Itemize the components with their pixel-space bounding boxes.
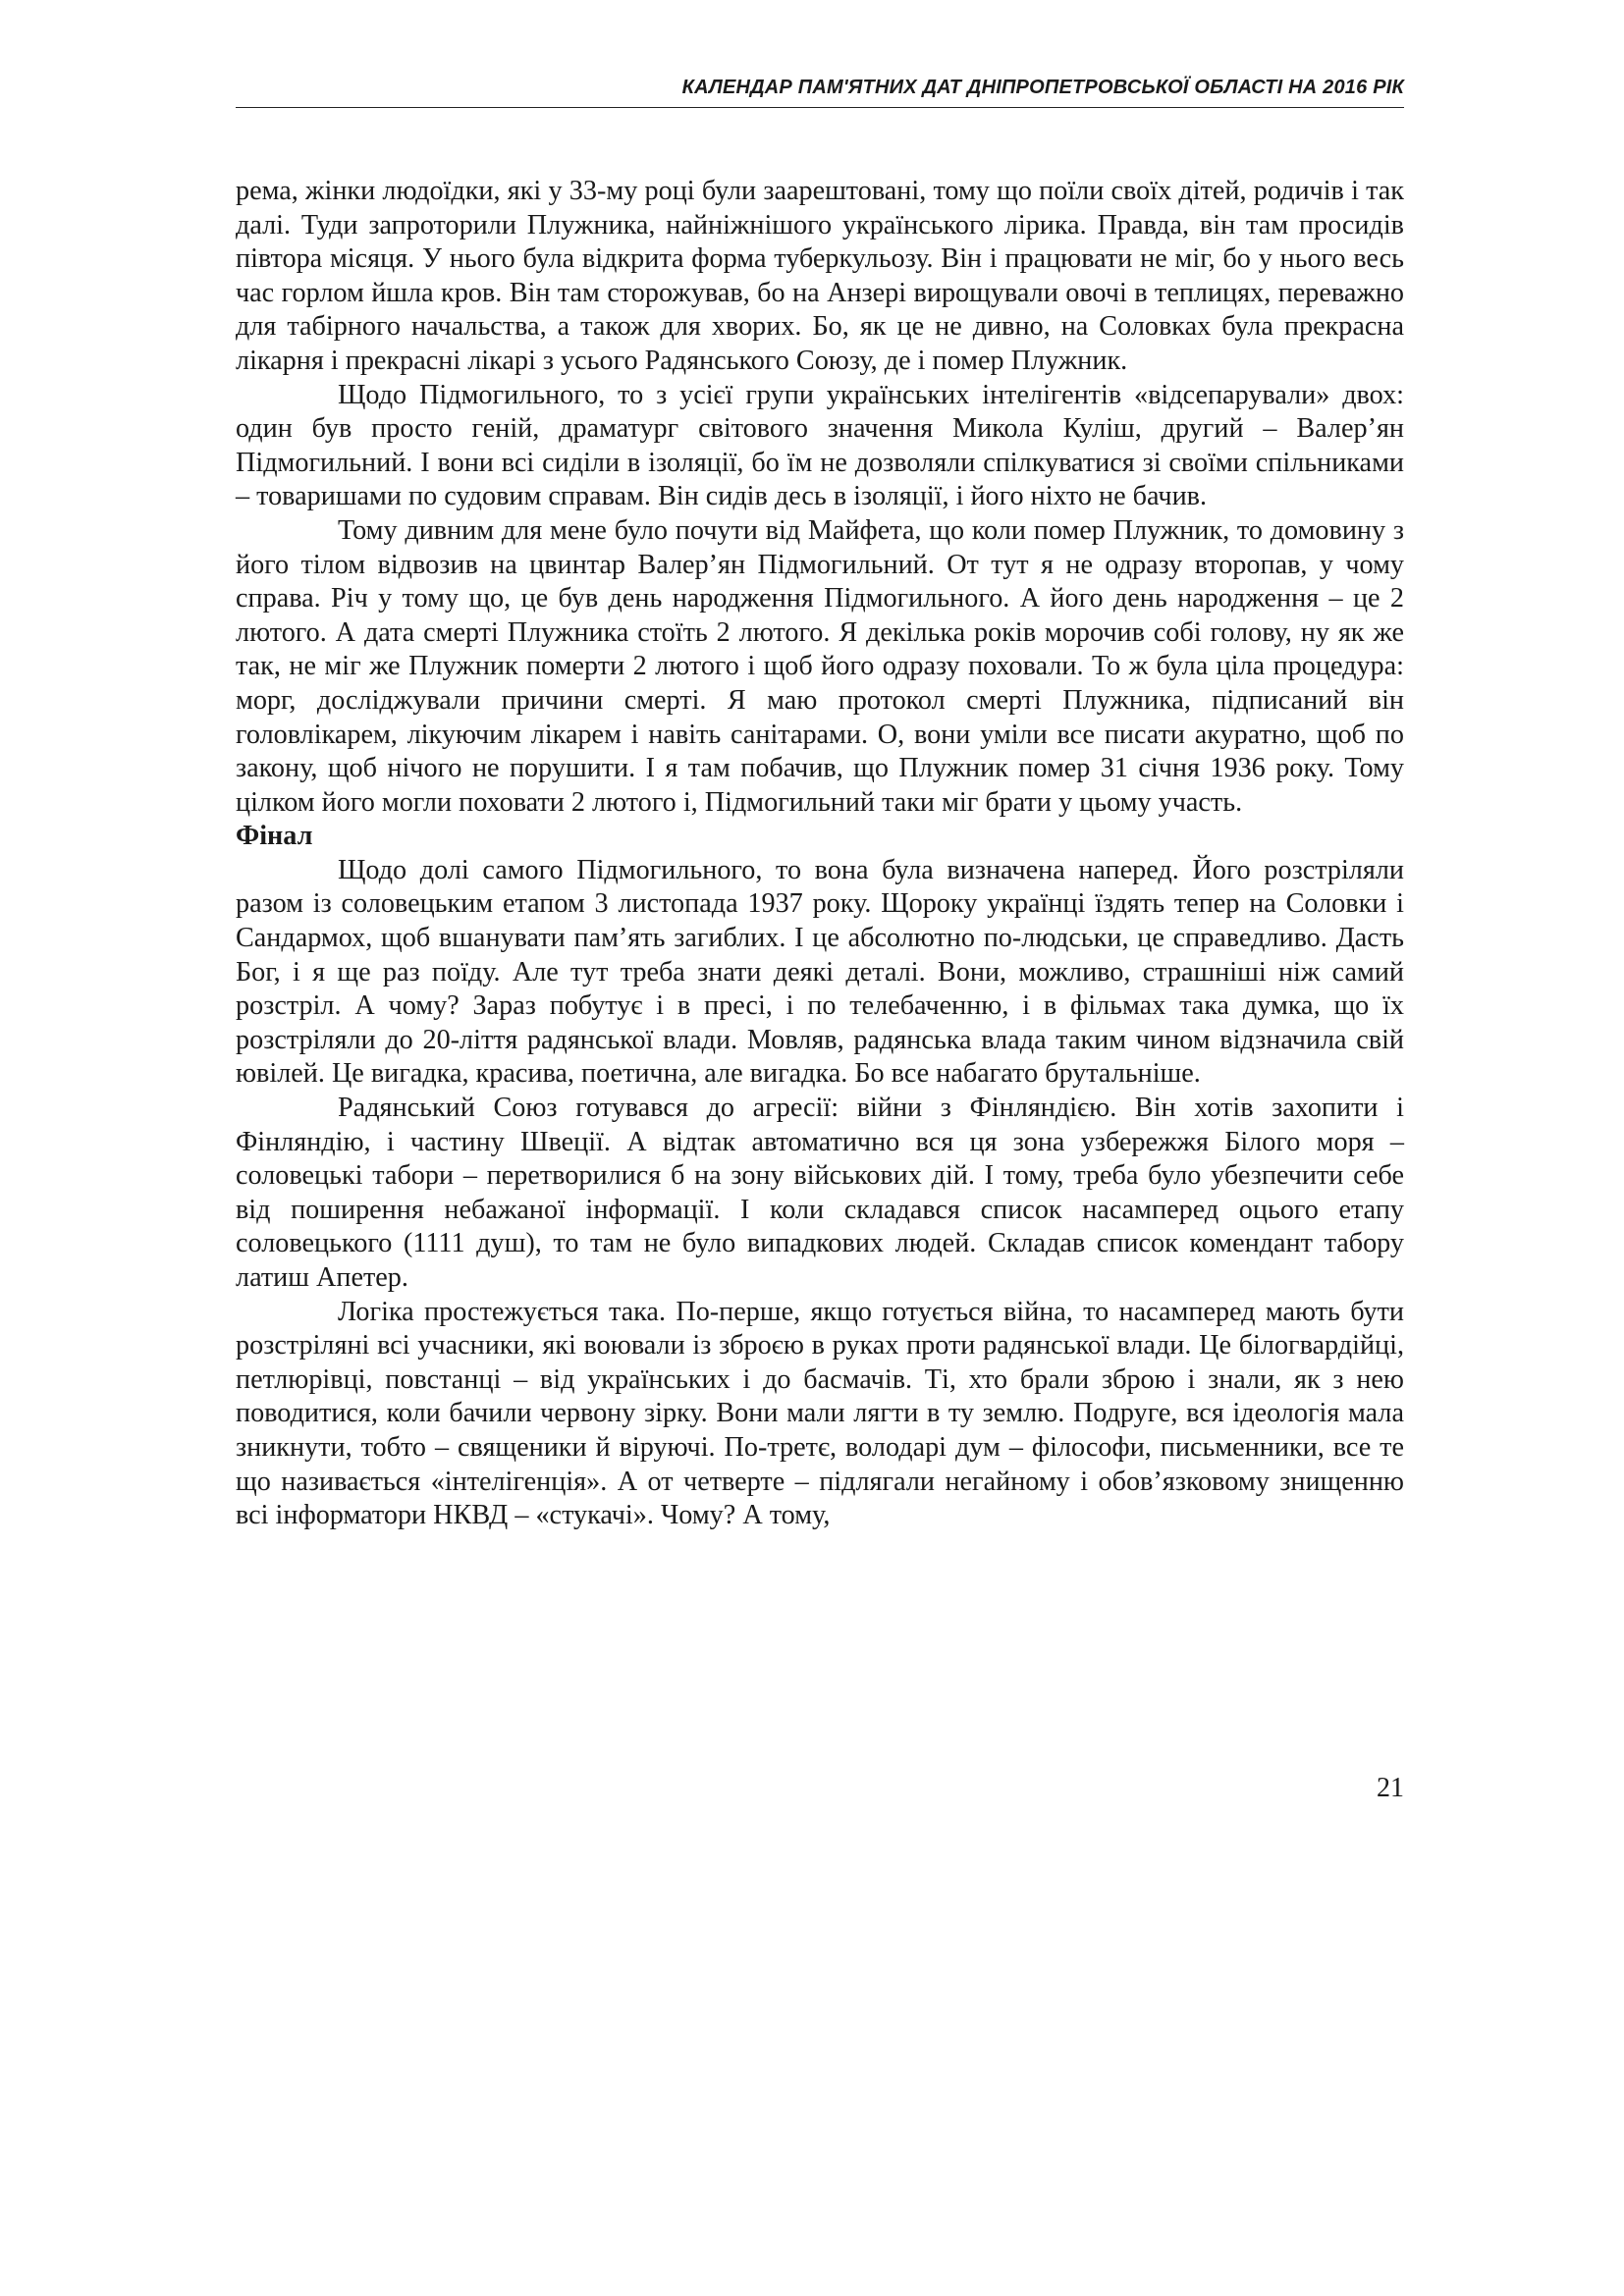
paragraph: Радянський Союз готувався до агресії: війни з Фінляндією. Він хотів захопити і Фінляндію, і частину Швеції. А відтак автоматично вся ця зона узбережжя Білого моря – соловецькі табори – перетворилися б на зону військових дій. І тому, треба було убезпечити себе від поширення небажаної інформації. І коли складався список насамперед оцього етапу соловецького (1111 душ), то там не було випадкових людей. Складав список комендант табору латиш Апетер.: [236, 1093, 1404, 1293]
paragraph: рема, жінки людоїдки, які у 33-му році були заарештовані, тому що поїли своїх дітей, родичів і так далі. Туди запроторили Плужника, найніжнішого українського лірика. Правда, він там просидів півтора місяця. У нього була відкрита форма туберкульозу. Він і працювати не міг, бо у нього весь час горлом йшла кров. Він там сторожував, бо на Анзері вирощували овочі в теплицях, переважно для табірного начальства, а також для хворих. Бо, як це не дивно, на Соловках була прекрасна лікарня і прекрасні лікарі з усього Радянського Союзу, де і помер Плужник.: [236, 176, 1404, 376]
page-number: 21: [1377, 1773, 1404, 1803]
paragraph: Щодо долі самого Підмогильного, то вона була визначена наперед. Його розстріляли разом із соловецьким етапом 3 листопада 1937 року. Щороку українці їздять тепер на Соловки і Сандармох, щоб вшанувати пам’ять загиблих. І це абсолютно по-людськи, це справедливо. Дасть Бог, і я ще раз поїду. Але тут треба знати деякі деталі. Вони, можливо, страшніші ніж самий розстріл. А чому? Зараз побутує і в пресі, і по телебаченню, і в фільмах така думка, що їх розстріляли до 20-ліття радянської влади. Мовляв, радянська влада таким чином відзначила свій ювілей. Це вигадка, красива, поетична, але вигадка. Бо все набагато брутальніше.: [236, 854, 1404, 1090]
paragraph: Логіка простежується така. По-перше, якщо готується війна, то насамперед мають бути розстріляні всі учасники, які воювали із зброєю в руках проти радянської влади. Це білогвардійці, петлюрівці, повстанці – від українських і до басмачів. Ті, хто брали зброю і знали, як з нею поводитися, коли бачили червону зірку. Вони мали лягти в ту землю. Подруге, вся ідеологія мала зникнути, тобто – священики й віруючі. По-третє, володарі дум – філософи, письменники, все те що називається «інтелігенція». А от четверте – підлягали негайному і обов’язковому знищенню всі інформатори НКВД – «стукачі». Чому? А тому,: [236, 1296, 1404, 1531]
section-title: Фінал: [236, 821, 313, 852]
article-body: [236, 175, 1404, 1533]
paragraph: Тому дивним для мене було почути від Майфета, що коли помер Плужник, то домовину з його тілом відвозив на цвинтар Валер’ян Підмогильний. От тут я не одразу второпав, у чому справа. Річ у тому що, це був день народження Підмогильного. А його день народження – це 2 лютого. А дата смерті Плужника стоїть 2 лютого. Я декілька років морочив собі голову, ну як же так, не міг же Плужник померти 2 лютого і щоб його одразу поховали. То ж була ціла процедура: морг, досліджували причини смерті. Я маю протокол смерті Плужника, підписаний він головлікарем, лікуючим лікарем і навіть санітарами. О, вони уміли все писати акуратно, щоб по закону, щоб нічого не порушити. І я там побачив, що Плужник помер 31 січня 1936 року. Тому цілком його могли поховати 2 лютого і, Підмогильний таки міг брати у цьому участь.: [236, 514, 1404, 818]
paragraph: Щодо Підмогильного, то з усієї групи українських інтелігентів «відсепарували» двох: один був просто геній, драматург світового значення Микола Куліш, другий – Валер’ян Підмогильний. І вони всі сиділи в ізоляції, бо їм не дозволяли спілкуватися зі своїми спільниками – товаришами по судовим справам. Він сидів десь в ізоляції, і його ніхто не бачив.: [236, 379, 1404, 512]
running-header: КАЛЕНДАР ПАМ'ЯТНИХ ДАТ ДНІПРОПЕТРОВСЬКОЇ ОБЛАСТІ НА 2016 РІК: [236, 77, 1404, 108]
